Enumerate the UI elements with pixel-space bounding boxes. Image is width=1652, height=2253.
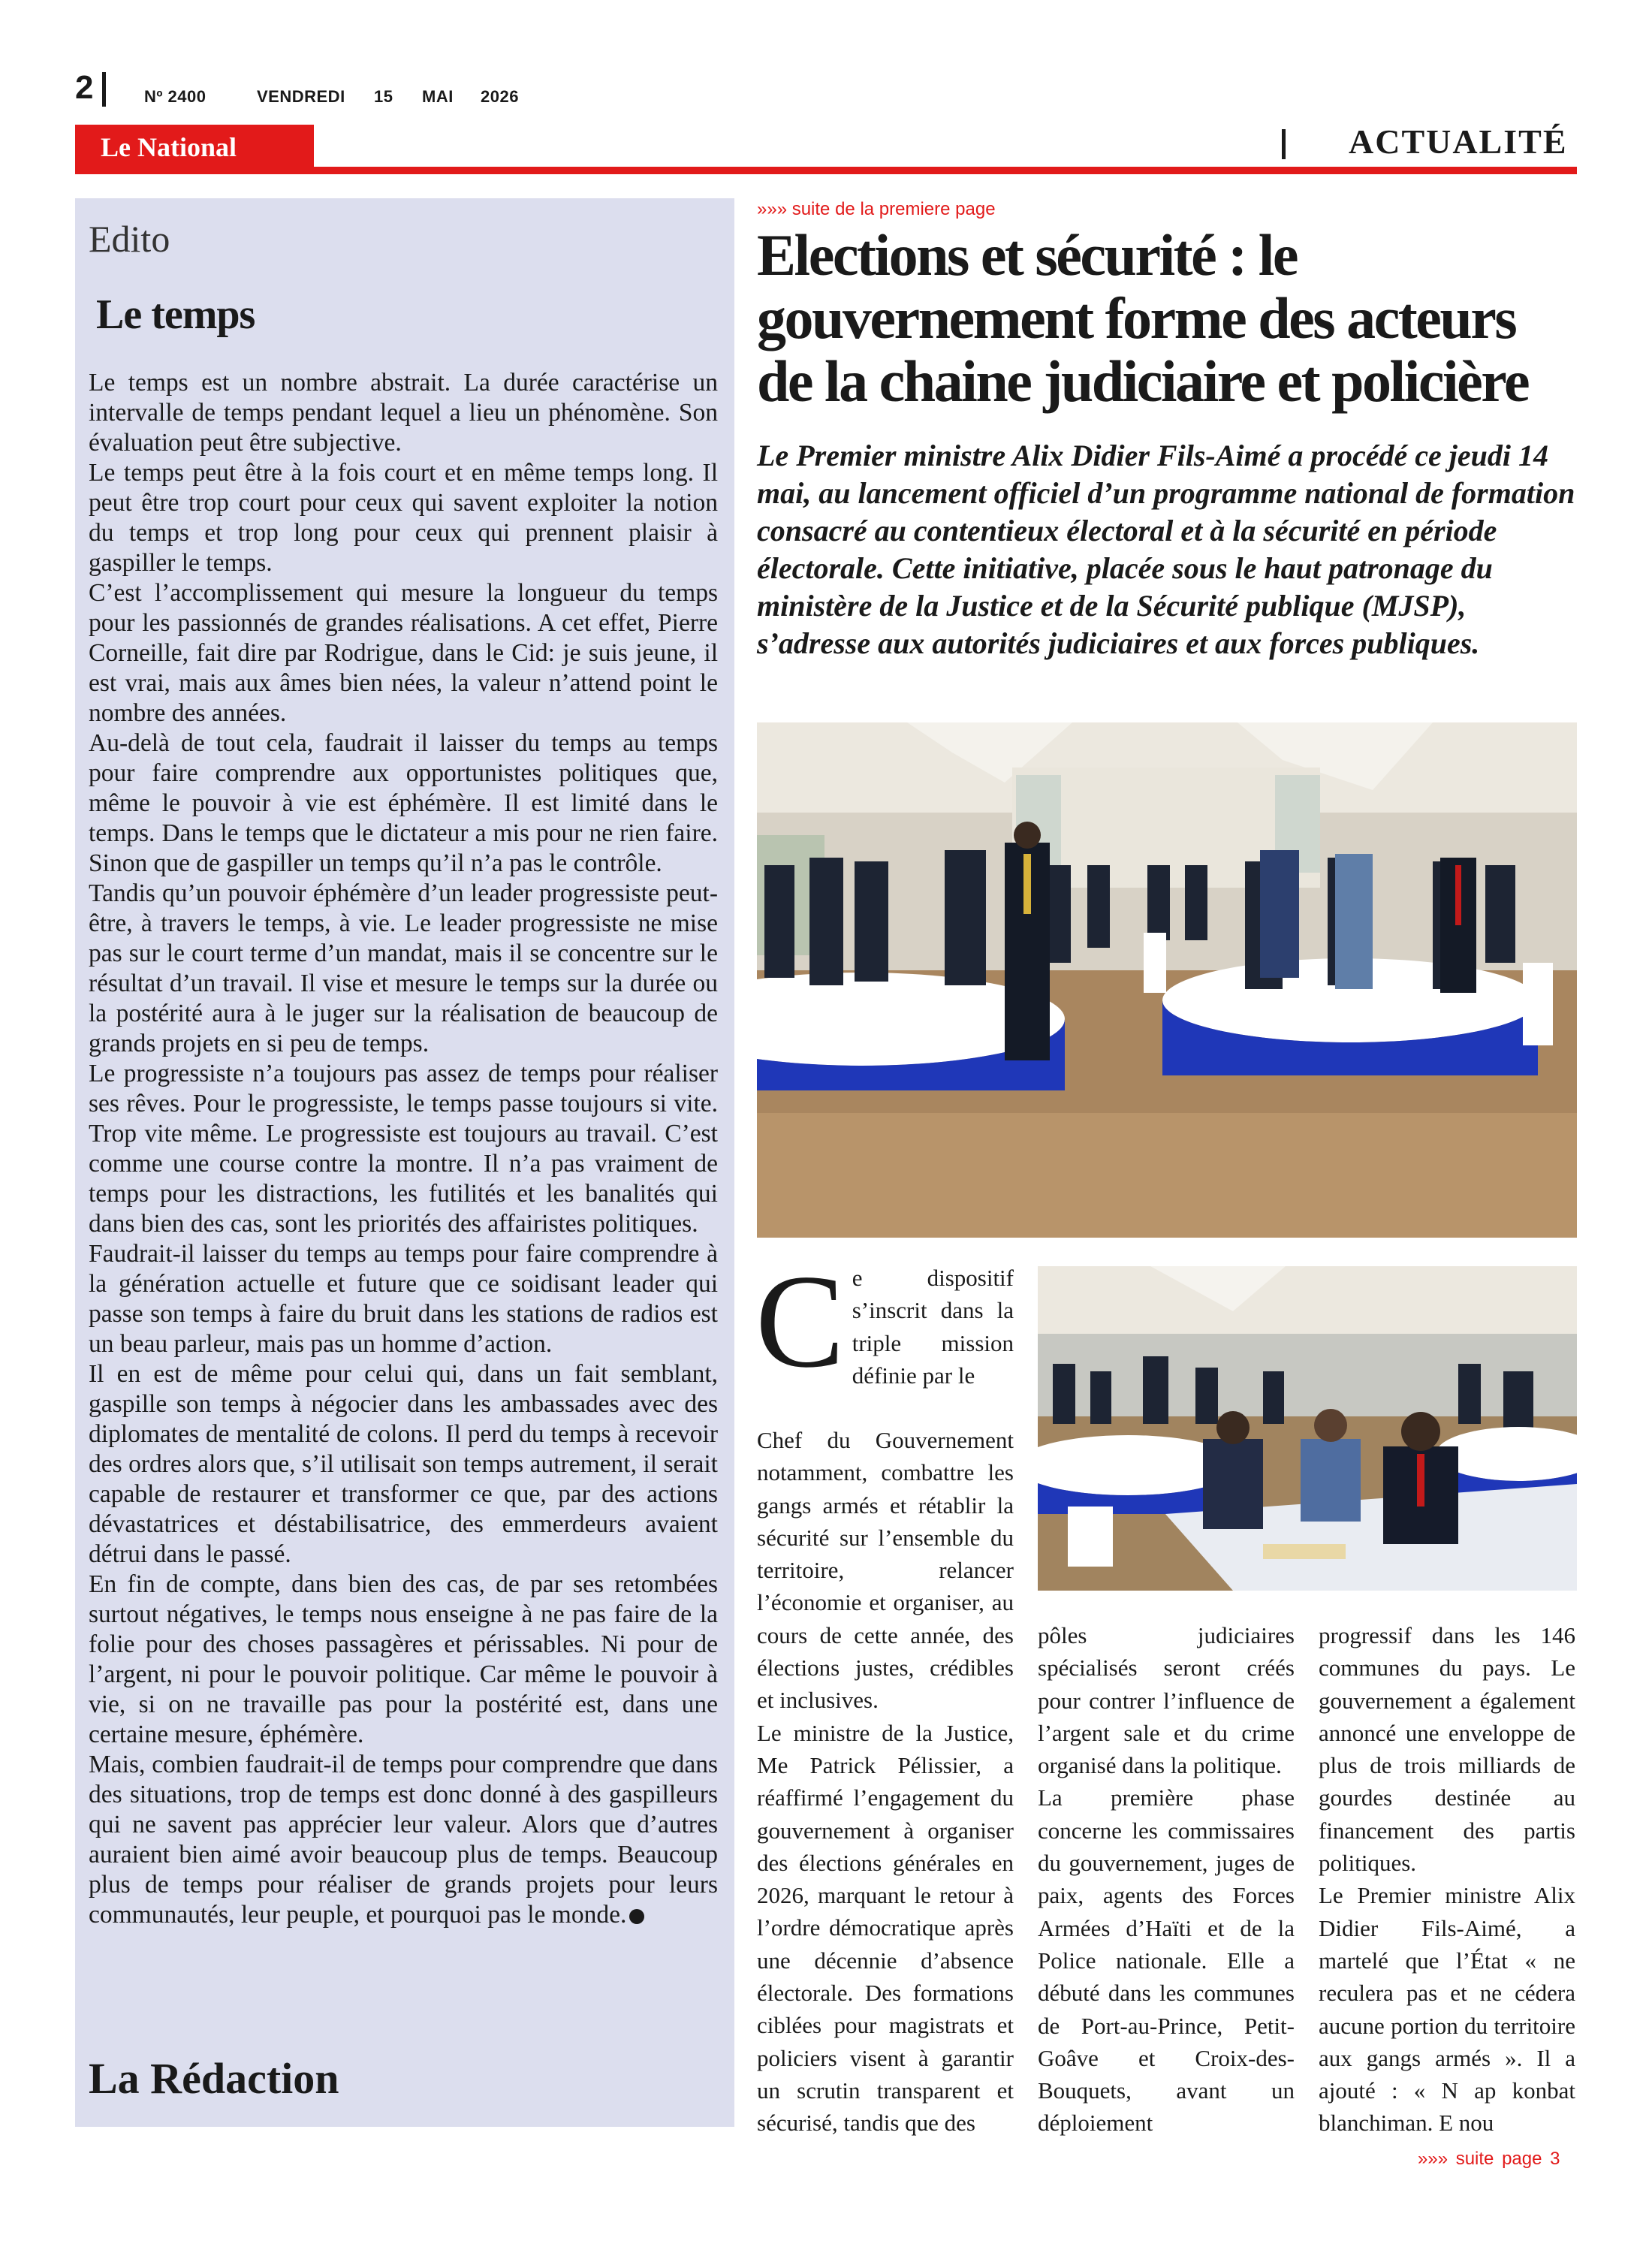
edito-paragraph: Le progressiste n’a toujours pas assez de temps pour réaliser ses rêves. Pour le progressiste, le temps passe toujours si vite. Trop vite même. Le progressiste est toujours au travail. C’est comme une course contre la montre. Il n’a pas vraiment de temps pour les distractions, les futilités et les banalités qui dans bien des cas, sont les priorités des affairistes politiques.: [89, 1060, 718, 1238]
article-column-2: [1038, 1619, 1295, 2140]
edito-kicker: Edito: [89, 218, 170, 260]
edito-signature: La Rédaction: [89, 2054, 339, 2103]
header-divider: [102, 72, 106, 107]
article-paragraph: pôles judiciaires spécialisés seront créés pour contrer l’influence de l’argent sale et du crime organisé dans la politique.: [1038, 1622, 1295, 1779]
edito-paragraph-text: Mais, combien faudrait-il de temps pour comprendre que dans des situations, trop de temps est donc donné à des gaspilleurs qui ne savent pas apprécier leur valeur. Alors que d’autres auraient bien aimé avoir beaucoup plus de temps. Beaucoup plus de temps pour réaliser de grands projets pour leurs communautés, leur peuple, et pourquoi pas le monde.: [89, 1751, 718, 1929]
article-paragraph: La première phase concerne les commissaires du gouvernement, juges de paix, agents des Forces Armées d’Haïti et de la Police nationale. Elle a débuté dans les communes de Port-au-Prince, Petit-Goâve et Croix-des-Bouquets, avant un déploiement: [1038, 1784, 1295, 2137]
edito-last-paragraph: [89, 1750, 718, 1930]
article-column-1: [757, 1424, 1014, 2140]
article-text: e dispositif s’inscrit dans la triple mission définie par le: [852, 1265, 1014, 1389]
drop-cap: C: [755, 1247, 845, 1395]
end-of-article-dot-icon: [629, 1909, 644, 1924]
edito-body: [89, 368, 718, 1930]
edito-paragraph: En fin de compte, dans bien des cas, de par ses retombées surtout négatives, le temps nous enseigne à ne pas faire de la folie pour des choses passagères et périssables. Ni pour de l’argent, ni pour le pouvoir politique. Car même le pouvoir à vie, si on ne travaille pas pour la postérité est, dans une certaine mesure, éphémère.: [89, 1570, 718, 1748]
edito-paragraph: Le temps peut être à la fois court et en même temps long. Il peut être trop court pour ceux qui savent exploiter la notion du temps et trop long pour ceux qui prennent plaisir à gaspiller le temps.: [89, 459, 718, 577]
section-divider: [1282, 129, 1286, 159]
event-photo-standing: [757, 722, 1577, 1238]
issue-weekday: VENDREDI: [257, 87, 345, 106]
issue-month: MAI: [422, 87, 454, 106]
article-column-1-top: [755, 1247, 1014, 1397]
article-paragraph: progressif dans les 146 communes du pays. Le gouvernement a également annoncé une enveloppe de plus de trois milliards de gourdes destinée au financement des partis politiques.: [1319, 1622, 1575, 1877]
page-number: 2: [75, 69, 94, 106]
edito-paragraph: Il en est de même pour celui qui, dans un fait semblant, gaspille son temps à négocier dans les ambassades avec des diplomates de mentalité de colons. Il perd du temps à recevoir des ordres alors que, s’il utilisait son temps autrement, il serait capable de restaurer et transformer ce que, par des actions dévastatrices et déstabilisatrice, des emmerdeurs avaient détrui dans le passé.: [89, 1360, 718, 1568]
article-paragraph: Chef du Gouvernement notamment, combattre les gangs armés et rétablir la sécurité sur l’ensemble du territoire, relancer l’économie et organiser, au cours de cette année, des élections justes, crédibles et inclusives.: [757, 1427, 1014, 1714]
issue-number: Nº 2400: [144, 87, 206, 106]
article-paragraph: Le ministre de la Justice, Me Patrick Pélissier, a réaffirmé l’engagement du gouvernement à organiser des élections générales en 2026, marquant le retour à l’ordre démocratique après une décennie d’absence électorale. Des formations ciblées pour magistrats et policiers visent à garantir un scrutin transparent et sécurisé, tandis que des: [757, 1719, 1014, 2137]
masthead-logo: Le National: [101, 132, 237, 162]
section-title: ACTUALITÉ: [1349, 122, 1568, 161]
edito-paragraph: Faudrait-il laisser du temps au temps pour faire comprendre à la génération actuelle et future que ce soidisant leader qui passe son temps à faire du bruit dans les stations de radios est un beau parleur, mais pas un homme d’action.: [89, 1240, 718, 1358]
issue-day: 15: [374, 87, 393, 106]
edito-title: Le temps: [96, 291, 255, 338]
edito-paragraph: Tandis qu’un pouvoir éphémère d’un leader progressiste peut-être, à travers le temps, à vie. Le leader progressiste ne mise pas sur le court terme d’un mandat, mais il se concentre sur le résultat d’un travail. Il vise et mesure le temps sur la durée ou la postérité aura à le juger sur la réalisation de beaucoup de grands projets en si peu de temps.: [89, 879, 718, 1057]
article-lede: Le Premier ministre Alix Didier Fils-Aimé a procédé ce jeudi 14 mai, au lancement officiel d’un programme national de formation consacré au contentieux électoral et à la sécurité en période électorale. Cette initiative, placée sous le haut patronage du ministère de la Justice et de la Sécurité publique (MJSP), s’adresse aux autorités judiciaires et aux forces publiques.: [757, 439, 1575, 660]
issue-year: 2026: [481, 87, 519, 106]
edito-paragraph: C’est l’accomplissement qui mesure la longueur du temps pour les passionnés de grandes réalisations. A cet effet, Pierre Corneille, fait dire par Rodrigue, dans le Cid: je suis jeune, il est vrai, mais aux âmes bien nées, la valeur n’attend point le nombre des années.: [89, 579, 718, 727]
event-photo-seated: [1038, 1266, 1577, 1591]
article-headline: Elections et sécurité : le gouvernement forme des acteurs de la chaine judiciaire et policière: [757, 222, 1529, 414]
continued-from-link[interactable]: »»» suite de la premiere page: [757, 199, 996, 219]
article-column-3: [1319, 1619, 1575, 2140]
edito-paragraph: Le temps est un nombre abstrait. La durée caractérise un intervalle de temps pendant lequel a lieu un phénomène. Son évaluation peut être subjective.: [89, 369, 718, 457]
continued-on-link[interactable]: »»» suite page 3: [1418, 2149, 1560, 2169]
edito-paragraph: Au-delà de tout cela, faudrait il laisser du temps au temps pour faire comprendre aux opportunistes politiques que, même le pouvoir à vie est éphémère. Il est limité dans le temps. Dans le temps que le dictateur a mis pour ne rien faire. Sinon que de gaspiller un temps qu’il n’a pas le contrôle.: [89, 729, 718, 877]
article-paragraph: Le Premier ministre Alix Didier Fils-Aimé, a martelé que l’État « ne reculera pas et ne cédera aucune portion du territoire aux gangs armés ». Il a ajouté : « N ap konbat blanchiman. E nou: [1319, 1882, 1575, 2137]
